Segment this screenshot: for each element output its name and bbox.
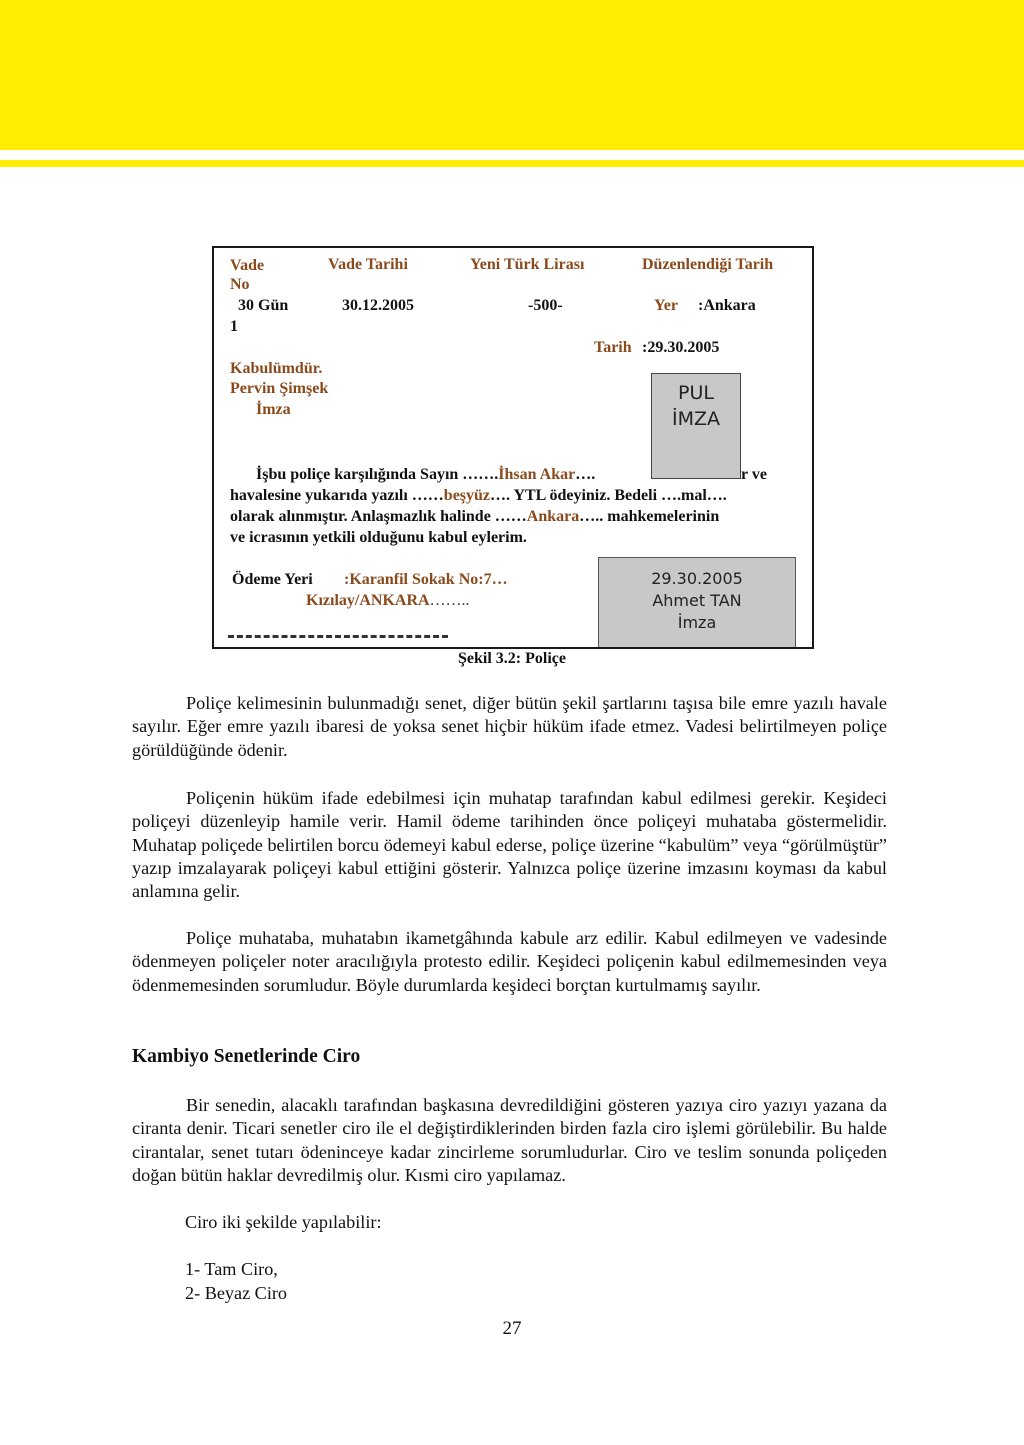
section-heading: Kambiyo Senetlerinde Ciro xyxy=(132,1046,361,1067)
body-line2: havalesine yukarıda yazılı ……beşyüz…. YTL ödeyiniz. Bedeli ….mal…. xyxy=(230,487,727,504)
vade-gun: 30 Gün xyxy=(238,297,289,314)
signature-box: 29.30.2005 Ahmet TAN İmza xyxy=(598,557,796,649)
kabul-line1: Kabulümdür. xyxy=(230,360,323,377)
header-stripe xyxy=(0,160,1024,167)
yer-value: :Ankara xyxy=(698,297,756,314)
amount-value: -500- xyxy=(528,297,563,314)
ytl-header: Yeni Türk Lirası xyxy=(470,256,585,273)
page-number: 27 xyxy=(502,1318,522,1339)
duzenlendigi-tarih-header: Düzenlendiği Tarih xyxy=(642,256,774,273)
body-line4: ve icrasının yetkili olduğunu kabul eylerim. xyxy=(230,529,527,546)
police-figure xyxy=(212,246,814,649)
body-line3: olarak alınmıştır. Anlaşmazlık halinde ……Ankara….. mahkemelerinin xyxy=(230,508,720,525)
vade-tarihi-value: 30.12.2005 xyxy=(342,297,414,314)
kabul-line3: İmza xyxy=(256,401,291,418)
odeme-label: Ödeme Yeri xyxy=(232,571,313,588)
body-line1-end: r ve xyxy=(741,466,767,483)
paragraph-3: Poliçe muhataba, muhatabın ikametgâhında kabule arz edilir. Kabul edilmeyen ve vadesinde ödenmeyen poliçeler noter aracılığıyla protesto edilir. Keşideci poliçenin kabul edilmemesinden veya ödenmemesinden sorumludur. Böyle durumlarda keşideci borçtan kurtulmamış sayılır. xyxy=(132,928,887,995)
pul-stamp-box: PUL İMZA xyxy=(651,373,741,479)
figure-caption: Şekil 3.2: Poliçe xyxy=(458,650,566,667)
vade-tarihi-header: Vade Tarihi xyxy=(328,256,408,273)
ciro-paragraph: Bir senedin, alacaklı tarafından başkasına devredildiğini gösteren yazıya ciro yazıyı yazana da ciranta denir. Ticari senetler ciro ile el değiştirdiklerinden birden fazla ciro işlemi görülebilir. Bu halde cirantalar, senet tutarı ödeninceye kadar zincirleme sorumludurlar. Ciro ve teslim sonunda poliçeden doğan bütün haklar devredilmiş olur. Kısmi ciro yapılamaz. xyxy=(132,1095,887,1185)
tarih-value: :29.30.2005 xyxy=(642,339,720,356)
yer-label: Yer xyxy=(654,297,678,314)
vade-no-header: Vade No xyxy=(230,257,265,293)
paragraph-2: Poliçenin hüküm ifade edebilmesi için muhatap tarafından kabul edilmesi gerekir. Keşideci poliçeyi düzenleyip hamile verir. Hamil ödeme tarihinden önce poliçeyi muhataba göstermelidir. Muhatap poliçede belirtilen borcu ödemeyi kabul ederse, poliçe üzerine “kabulüm” veya “görülmüştür” yazıp imzalayarak poliçeyi kabul ettiğini gösterir. Yalnızca poliçe üzerine imzasını koyması da kabul anlamına gelir. xyxy=(132,788,887,902)
header-band xyxy=(0,0,1024,150)
ciro-intro: Ciro iki şekilde yapılabilir: xyxy=(185,1212,382,1232)
kabul-line2: Pervin Şimşek xyxy=(230,380,329,397)
cut-off-text-line xyxy=(228,635,448,642)
vade-number: 1 xyxy=(230,318,238,335)
paragraph-1: Poliçe kelimesinin bulunmadığı senet, diğer bütün şekil şartlarını taşısa bile emre yazılı havale sayılır. Eğer emre yazılı ibaresi de yoksa senet hiçbir hüküm ifade etmez. Vadesi belirtilmeyen poliçe görüldüğünde ödenir. xyxy=(132,693,887,760)
body-line1: İşbu poliçe karşılığında Sayın …….İhsan Akar…. xyxy=(256,466,596,483)
tarih-label: Tarih xyxy=(594,339,632,356)
odeme-value1: :Karanfil Sokak No:7… xyxy=(344,571,508,588)
odeme-value2: Kızılay/ANKARA…….. xyxy=(306,592,470,609)
list-item: 2- Beyaz Ciro xyxy=(185,1283,288,1303)
list-item: 1- Tam Ciro, xyxy=(185,1259,278,1279)
